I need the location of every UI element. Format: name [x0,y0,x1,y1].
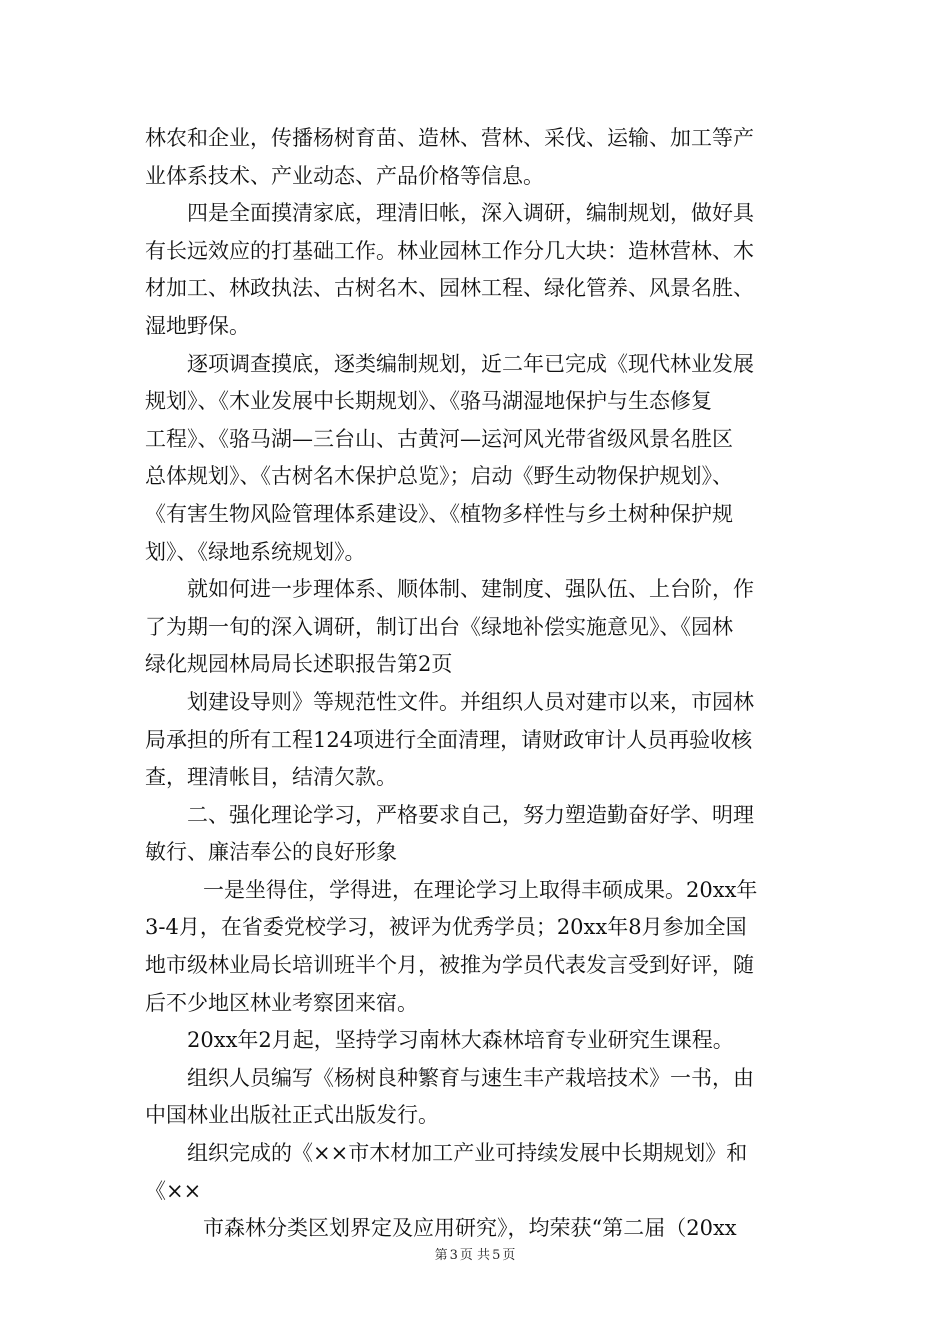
text-line: 中国林业出版社正式出版发行。 [145,1103,439,1128]
text-line: 绿化规园林局局长述职报告第2页 [145,652,453,677]
text-line: 逐项调查摸底，逐类编制规划，近二年已完成《现代林业发展 [187,351,754,376]
text-line: 四是全面摸清家底，理清旧帐，深入调研，编制规划，做好具 [187,201,754,226]
text-line: 3-4月，在省委党校学习，被评为优秀学员；20xx年8月参加全国 [145,915,747,940]
text-line: 组织完成的《××市木材加工产业可持续发展中长期规划》和 [187,1141,748,1166]
text-line: 工程》、《骆马湖—三台山、古黄河—运河风光带省级风景名胜区 [145,426,733,451]
text-line: 就如何进一步理体系、顺体制、建制度、强队伍、上台阶，作 [187,577,754,602]
footer-prefix: 第 [434,1248,448,1263]
text-line: 划》、《绿地系统规划》。 [145,539,366,564]
footer-current-page: 3 [449,1248,458,1263]
text-line: 湿地野保。 [145,313,250,338]
text-line: 业体系技术、产业动态、产品价格等信息。 [145,163,544,188]
text-line: 《有害生物风险管理体系建设》、《植物多样性与乡土树种保护规 [145,501,733,526]
text-line: 《×× [145,1178,202,1203]
text-line: 材加工、林政执法、古树名木、园林工程、绿化管养、风景名胜、 [145,276,754,301]
text-line: 有长远效应的打基础工作。林业园林工作分几大块：造林营林、木 [145,238,754,263]
text-line: 组织人员编写《杨树良种繁育与速生丰产栽培技术》一书，由 [187,1065,754,1090]
text-line: 划建设导则》等规范性文件。并组织人员对建市以来，市园林 [187,689,754,714]
footer-total-pages: 5 [492,1248,501,1263]
text-line: 了为期一旬的深入调研，制订出台《绿地补偿实施意见》、《园林 [145,614,733,639]
text-line: 一是坐得住，学得进，在理论学习上取得丰硕成果。20xx年 [203,877,758,902]
text-line: 20xx年2月起，坚持学习南林大森林培育专业研究生课程。 [187,1028,734,1053]
text-line: 二、强化理论学习，严格要求自己，努力塑造勤奋好学、明理 [187,802,754,827]
text-line: 局承担的所有工程124项进行全面清理，请财政审计人员再验收核 [145,727,753,752]
text-line: 查，理清帐目，结清欠款。 [145,765,397,790]
text-line: 规划》、《木业发展中长期规划》、《骆马湖湿地保护与生态修复 [145,389,712,414]
footer-suffix: 页 [502,1248,516,1263]
text-line: 敏行、廉洁奉公的良好形象 [145,840,397,865]
text-line: 总体规划》、《古树名木保护总览》；启动《野生动物保护规划》、 [145,464,733,489]
text-line: 后不少地区林业考察团来宿。 [145,990,418,1015]
text-line: 地市级林业局长培训班半个月，被推为学员代表发言受到好评，随 [145,953,754,978]
document-body [145,120,810,1248]
footer-middle: 页 共 [459,1248,491,1263]
page-footer [0,1244,950,1263]
text-line: 林农和企业，传播杨树育苗、造林、营林、采伐、运输、加工等产 [145,126,754,150]
text-line: 市森林分类区划界定及应用研究》，均荣获“第二届（20xx [203,1216,737,1241]
